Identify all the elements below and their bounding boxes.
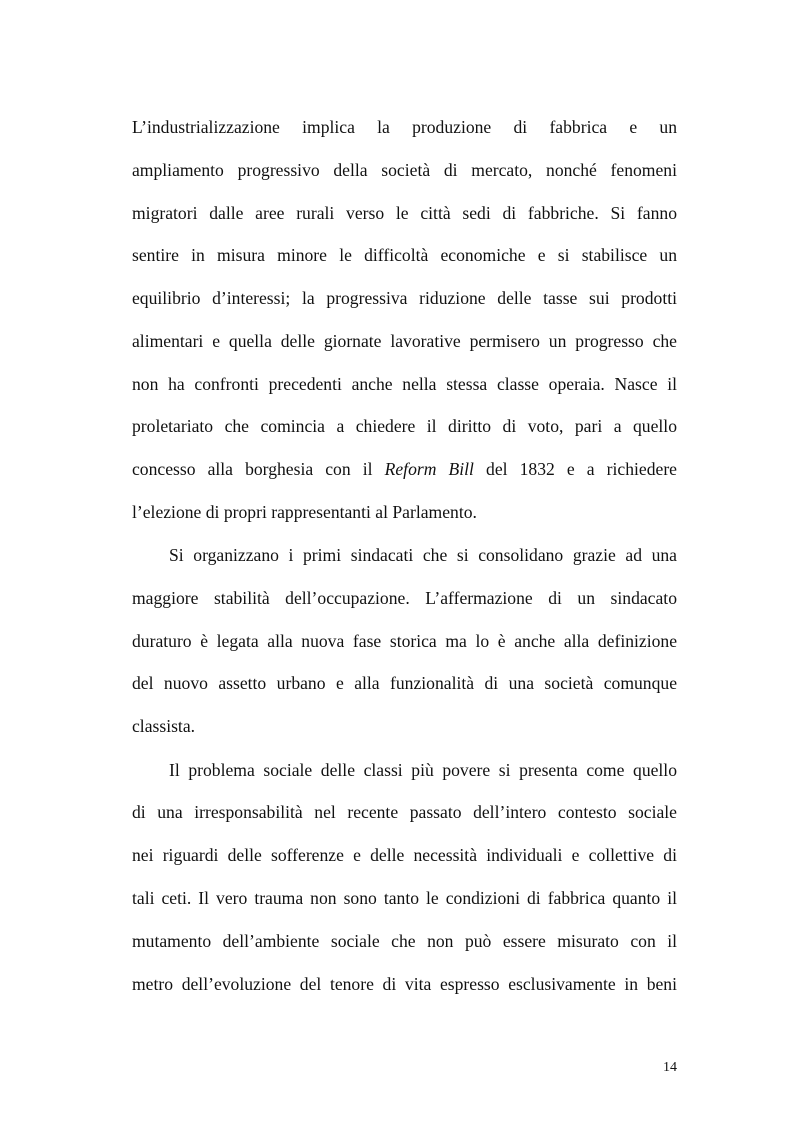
text-line: nei riguardi delle sofferenze e delle necessità individuali e collettive di: [132, 845, 677, 865]
text-line: proletariato che comincia a chiedere il diritto di voto, pari a quello: [132, 416, 677, 436]
italic-title: Reform Bill: [384, 459, 474, 479]
text-line: ampliamento progressivo della società di mercato, nonché fenomeni: [132, 160, 677, 180]
text-line: Si organizzano i primi sindacati che si consolidano grazie ad una: [169, 545, 677, 565]
text-line: non ha confronti precedenti anche nella stessa classe operaia. Nasce il: [132, 374, 677, 394]
text-line: maggiore stabilità dell’occupazione. L’affermazione di un sindacato: [132, 588, 677, 608]
text-line: mutamento dell’ambiente sociale che non può essere misurato con il: [132, 931, 677, 951]
text-segment: del 1832 e a richiedere: [486, 459, 677, 479]
page-number: 14: [663, 1060, 677, 1075]
text-line: l’elezione di propri rappresentanti al Parlamento.: [132, 502, 477, 522]
text-line: classista.: [132, 716, 196, 736]
text-line: L’industrializzazione implica la produzione di fabbrica e un: [132, 117, 677, 137]
text-line: metro dell’evoluzione del tenore di vita espresso esclusivamente in beni: [132, 974, 677, 994]
text-line: duraturo è legata alla nuova fase storica ma lo è anche alla definizione: [132, 631, 677, 651]
text-line: [132, 459, 677, 479]
text-line: tali ceti. Il vero trauma non sono tanto le condizioni di fabbrica quanto il: [132, 888, 677, 908]
text-line: equilibrio d’interessi; la progressiva riduzione delle tasse sui prodotti: [132, 288, 677, 308]
text-line: di una irresponsabilità nel recente passato dell’intero contesto sociale: [132, 802, 677, 822]
text-line: del nuovo assetto urbano e alla funzionalità di una società comunque: [132, 673, 677, 693]
text-line: sentire in misura minore le difficoltà economiche e si stabilisce un: [132, 245, 677, 265]
text-segment: concesso alla borghesia con il: [132, 459, 373, 479]
text-line: Il problema sociale delle classi più povere si presenta come quello: [169, 760, 677, 780]
text-line: migratori dalle aree rurali verso le città sedi di fabbriche. Si fanno: [132, 203, 677, 223]
text-line: alimentari e quella delle giornate lavorative permisero un progresso che: [132, 331, 677, 351]
